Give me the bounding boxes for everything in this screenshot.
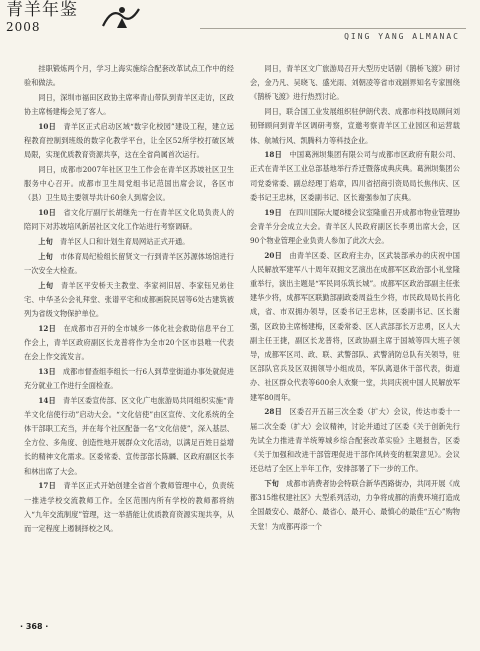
entry-paragraph — [24, 91, 234, 119]
logo-title: 青羊年鉴 — [6, 0, 78, 20]
entry-date: 18日 — [264, 150, 283, 160]
entry-text: 由青羊区委、区政府主办，区武装部承办的庆祝中国人民解放军建军八十周年双拥文艺演出在成都军区政治部小礼堂隆重举行，演出主题是“军民同乐筑长城”。成都军区政治部副主任张建华少将，成都军区联勤部副政委周益生少将，市民政局局长肖化成，省、市双拥办领导，区委书记王忠林，区委副书记、区长谢强，区政协主席杨建梅，区委常委、区人武部部长万忠勇，区人大副主任王捷，副区长龙普将，区政协副主席于国城等四大班子领导，成都军区司、政、联、武警部队、武警消防总队有关领导，驻区部队官兵及区双拥领导小组成员，军队离退休干部代表，街道办、社区群众代表等600余人欢聚一堂，共同庆祝中国人民解放军建军80周年。 — [250, 250, 460, 402]
entry-text: 同日，青羊区文广旅游局召开大型历史话剧《鹊桥飞渡》研讨会，金乃凡、吴晓飞、盛光雨、刘朝凌等省市戏剧界知名专家围绕《鹊桥飞渡》进行热烈讨论。 — [250, 64, 460, 102]
entry-date: 上旬 — [38, 280, 54, 290]
entry-paragraph — [250, 477, 460, 534]
entry-date: 19日 — [264, 207, 282, 217]
entry-text: 青羊区人口和计划生育局网站正式开通。 — [59, 236, 190, 246]
entry-date: 14日 — [38, 395, 56, 405]
entry-text: 青羊区正式开始创建全省首个教师管理中心，负责统一推进学校交流教师工作。全区范围内所有学校的教师都将纳入“九年交流制度”管理，这一举措能让优质教育资源实现共享，从而一定程度上遏制择校之风。 — [24, 481, 234, 533]
page-number: · 368 · — [20, 622, 49, 631]
page-header — [0, 0, 480, 56]
entry-text: 同日，成都市2007年社区卫生工作会在青羊区苏坡社区卫生服务中心召开。成都市卫生局党组书记范国出席会议，各区市（县）卫生局主要领导共计60余人到席会议。 — [24, 164, 234, 203]
left-column — [24, 62, 234, 622]
entry-paragraph — [250, 405, 460, 476]
english-title: QING YANG ALMANAC — [344, 32, 460, 41]
entry-date: 下旬 — [264, 478, 279, 488]
entry-paragraph — [24, 206, 234, 234]
entry-text: 青羊区正式启动区域“数字化校园”建设工程，建立远程教育控制到班级的数字化教学平台，让全区52所学校打破区域局限，实现优质教育资源共享，这在全省尚属首次运行。 — [24, 121, 234, 160]
right-column — [250, 62, 460, 622]
entry-paragraph — [250, 206, 460, 249]
entry-date: 10日 — [38, 208, 57, 218]
entry-paragraph — [24, 163, 234, 206]
entry-paragraph — [24, 479, 234, 536]
dancer-logo-icon — [100, 4, 142, 30]
entry-text: 省文化厅副厅长胡继先一行在青羊区文化局负责人的陪同下对苏坡培风新居社区文化工作站进行考察调研。 — [24, 208, 234, 232]
header-rule — [200, 28, 466, 29]
entry-paragraph — [250, 148, 460, 205]
entry-paragraph — [24, 322, 234, 365]
entry-text: 同日，联合国工业发展组织驻伊朗代表、成都市科技局顾问刘韧铎顾问到青羊区调研考察，宣邀考察青羊区工业园区和运营载体、航城行风、凯腾科力等科技企业。 — [250, 107, 460, 145]
entry-paragraph — [24, 120, 234, 163]
entry-text: 青羊区平安桥天主教堂、李家祠旧居、李家钰兄弟住宅、中华圣公会礼拜堂、张谱平宅和成都画院民居等6处古建筑被列为省级文物保护单位。 — [24, 280, 234, 318]
entry-date: 上旬 — [38, 236, 53, 246]
entry-date: 20日 — [264, 250, 283, 260]
entry-text: 在成都市召开的全市城乡一体化社会救助信息平台工作会上，青羊区政府副区长龙普将作为全市20个区市县唯一代表在会上作交流发言。 — [24, 323, 234, 362]
entry-paragraph — [24, 279, 234, 322]
entry-date: 13日 — [38, 366, 56, 376]
entry-paragraph — [24, 394, 234, 479]
entry-paragraph — [250, 249, 460, 405]
entry-text: 成都市消费者协会特联合新华西路街办，共同开展《成都315维权建社区》大型系列活动，力争将成都的消费环境打造成全国最安心、最舒心、最省心、最开心、最慎心的最佳“五心”购物天堂！为成都再添一个 — [250, 478, 460, 531]
entry-date: 17日 — [38, 481, 57, 491]
entry-text: 市体育局纪检组长留贤文一行到青羊区苏源体场馆进行一次安全大检查。 — [24, 251, 234, 275]
entry-text: 挂职锻炼两个月，学习上海实施综合配套改革试点工作中的经验和做法。 — [24, 64, 234, 88]
entry-paragraph — [24, 62, 234, 90]
logo-year: 2008 — [6, 20, 41, 34]
entry-paragraph — [24, 235, 234, 249]
entry-paragraph — [24, 365, 234, 393]
entry-date: 28日 — [264, 407, 283, 417]
entry-paragraph — [24, 250, 234, 278]
entry-date: 12日 — [38, 323, 57, 333]
entry-text: 青羊区委宣传部、区文化广电旅游局共同组织实施“青羊文化信使行动”启动大会。“文化信使”由区宣传、文化系统的全体干部职工充当，并在每个社区配备一名“文化信使”，深入基层、全方位、多角度、创造性地开展群众文化活动，以满足百姓日益增长的精神文化需求。区委常委、宣传部部长陈麟、区政府副区长李和林出席了大会。 — [24, 395, 234, 476]
entry-text: 成都市督查组李组长一行6人到草堂街道办事处就促进充分就业工作进行全面检查。 — [24, 366, 234, 390]
entry-date: 上旬 — [38, 251, 53, 261]
entry-paragraph — [250, 105, 460, 148]
entry-paragraph — [250, 62, 460, 105]
article-body — [24, 62, 460, 622]
entry-text: 同日，深圳市福田区政协主席率青山带队到青羊区走访，区政协主席杨建梅会见了客人。 — [24, 92, 234, 117]
entry-text: 在四川国际大厦8楼会议室隆重召开成都市物业管理协会青羊分会成立大会。青羊区人民政府副区长李勇出席大会，区90个物业管理企业负责人参加了此次大会。 — [250, 207, 460, 245]
almanac-logo — [6, 2, 78, 33]
entry-date: 10日 — [38, 121, 57, 131]
entry-text: 中国葛洲坝集团有限公司与成都市区政府有限公司、正式在青羊区工业总部基地举行乔迁暨落成典庆典。葛洲坝集团公司党委常委、副总经理丁焰章，四川省招商引资局局长焦伟庆、区委书记王忠林，区委副书记、区长谢强参加了庆典。 — [250, 150, 460, 202]
entry-text: 区委召开五届三次全委（扩大）会议，传达市委十一届二次全委（扩大）会议精神，讨论并通过了区委《关于创新先行先试全力推进青羊统筹城乡综合配套改革实验》主题报告，区委《关于加强和改进干部管理促进干部作风转变的框架意见》。会议还总结了全区上半年工作，安排部署了下一步的工作。 — [250, 407, 460, 474]
